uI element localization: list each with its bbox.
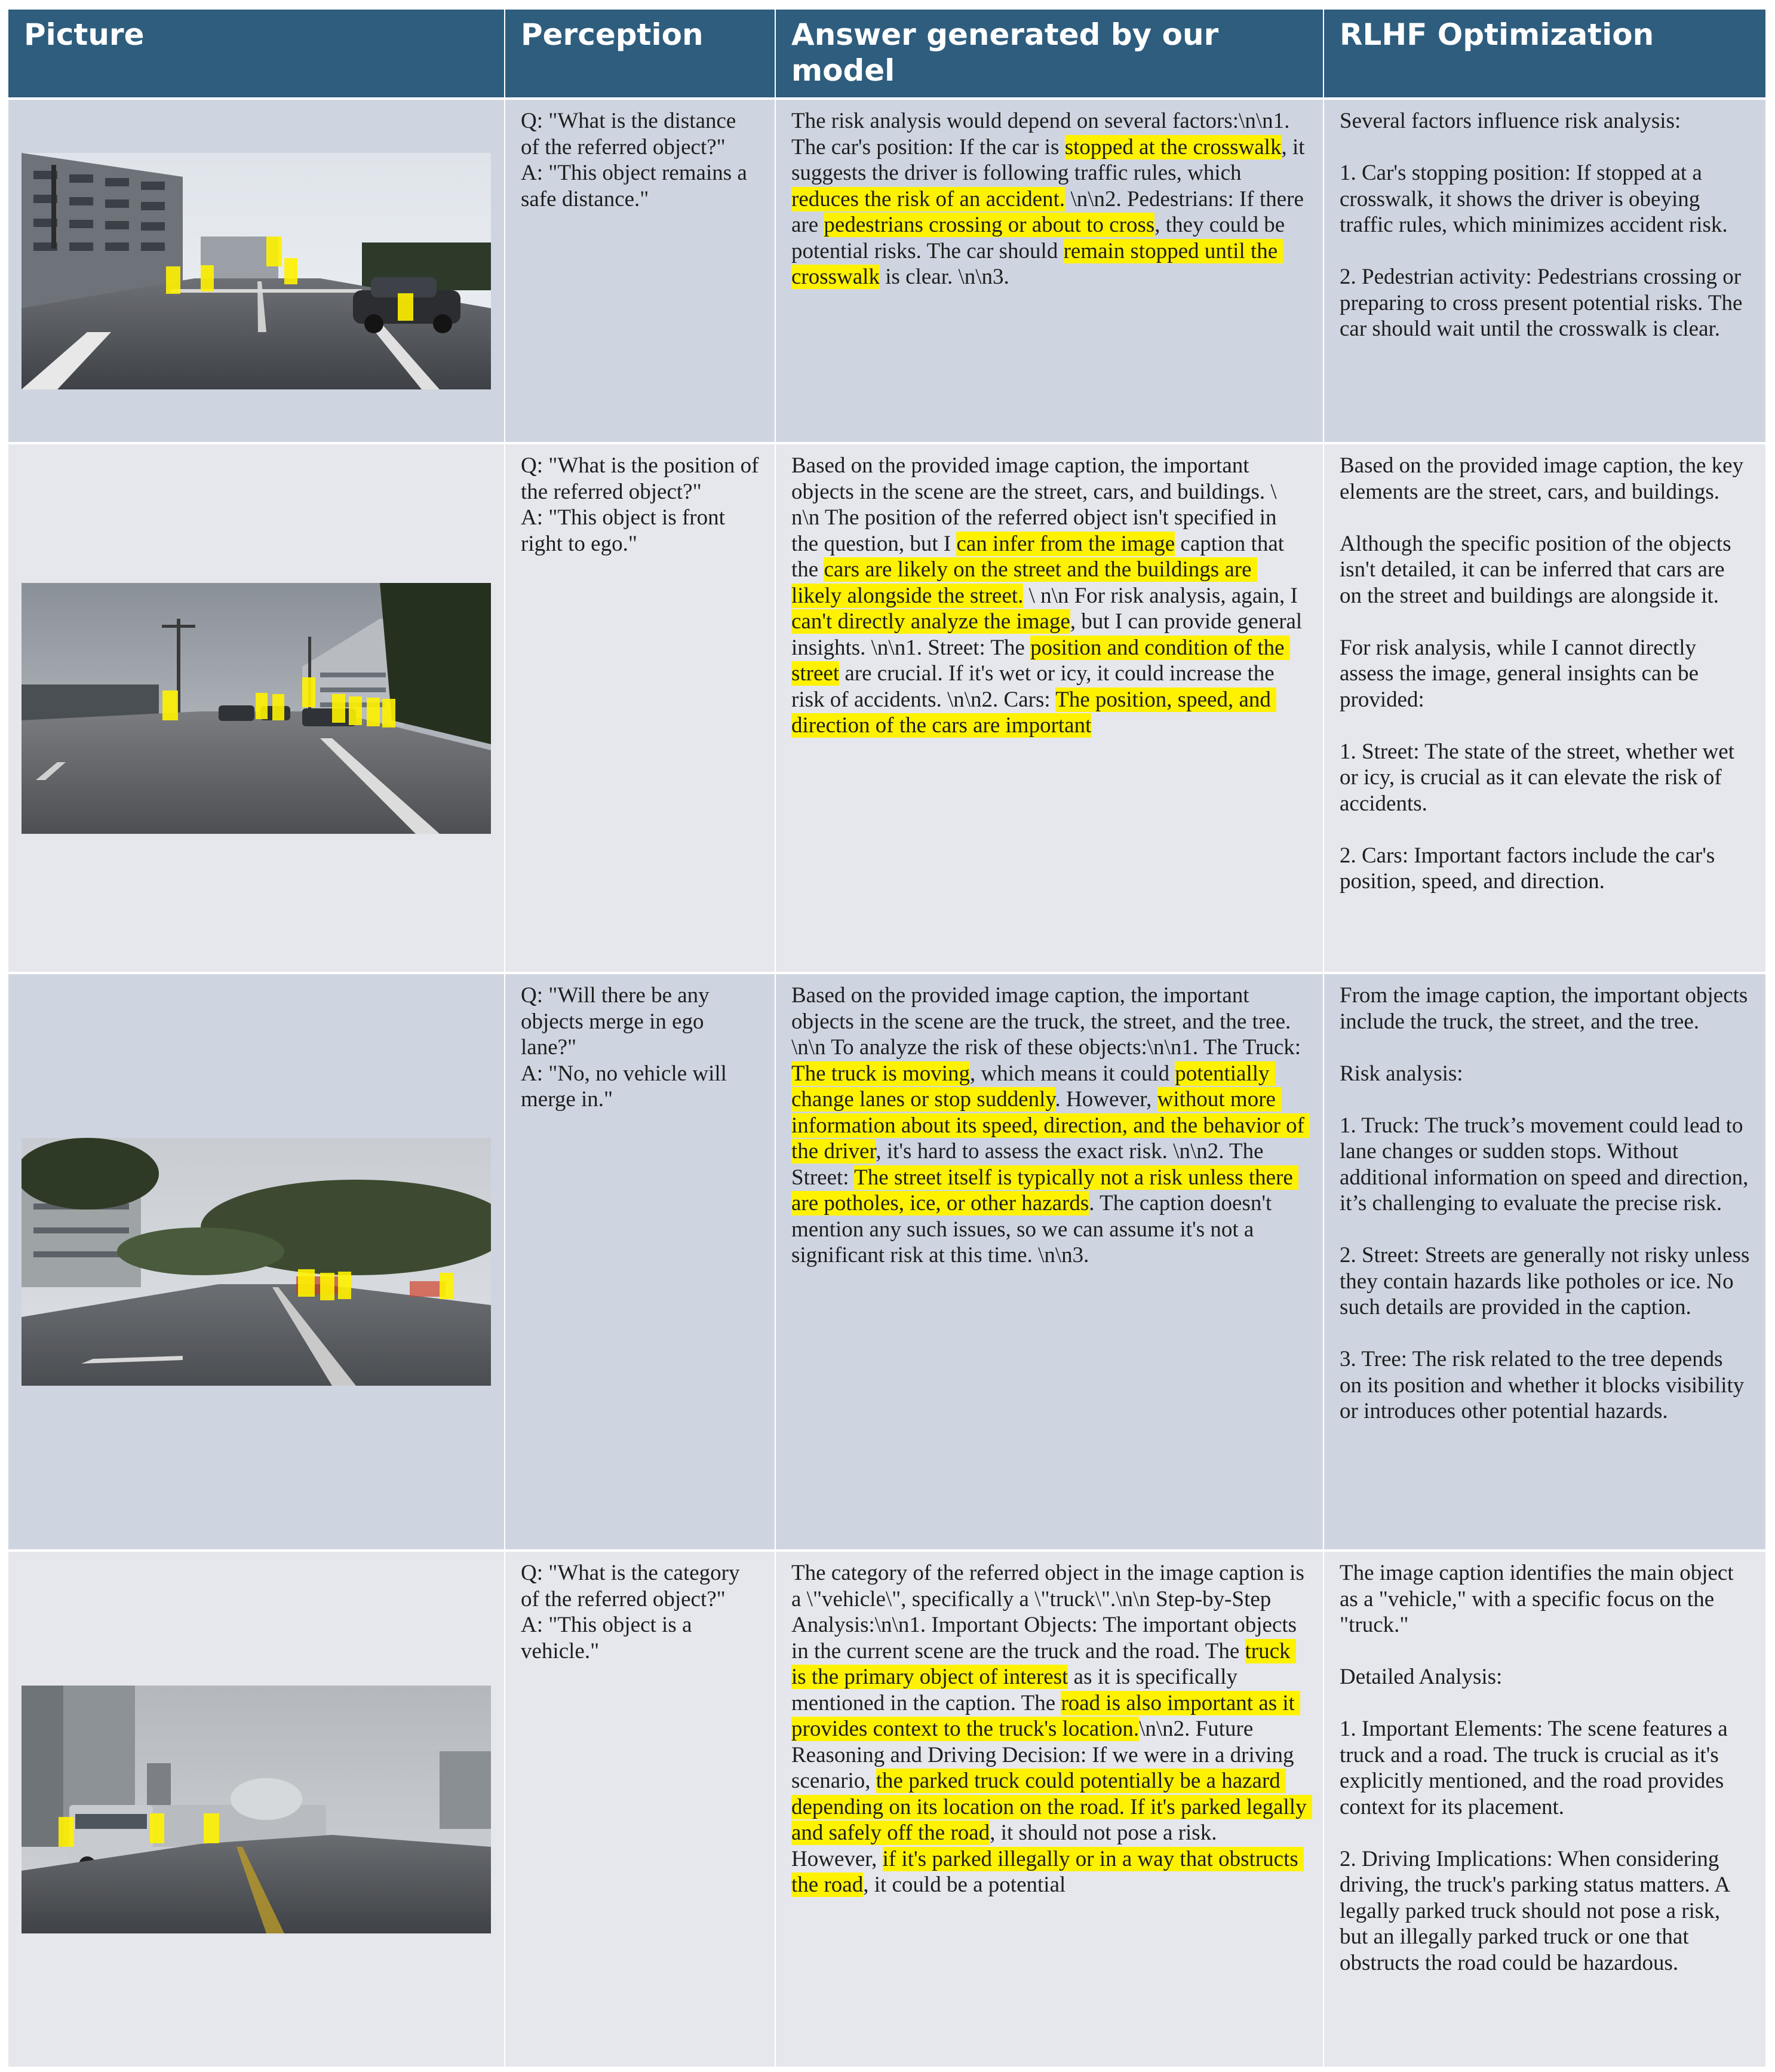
row-1-rlhf: Several factors influence risk analysis: 1. Car's stopping position: If stopped at a crosswalk, it shows the driver is obeying traffic rules, which minimizes accident risk. 2. Pedestrian activity: Pedestrians crossing or preparing to cross present potential risks. The car should wait until the crosswalk is clear. <box>1324 100 1765 442</box>
answer-text: Based on the provided image caption, the important objects in the scene are the truck, the street, and the tree. \n\n To analyze the risk of these objects:\n\n1. The Truck: <box>791 983 1306 1060</box>
highlighted-phrase: cars are likely on the street and the buildings are likely alongside the street. <box>791 557 1257 608</box>
driving-scene-image-parked-truck <box>22 1686 491 1933</box>
answer-text: , it suggests the driver is following traffic rules, which <box>791 134 1310 185</box>
header-perception: Perception <box>505 10 775 97</box>
highlighted-phrase: without more information about its speed, direction, and the behavior of the driver <box>791 1087 1310 1164</box>
answer-text: , but I can provide general insights. \n\n1. Street: The <box>791 609 1308 660</box>
answer-text: , it should not pose a risk. However, <box>791 1821 1223 1871</box>
highlighted-phrase: The truck is moving <box>791 1061 971 1086</box>
row-3-perception: Q: "Will there be any objects merge in ego lane?" A: "No, no vehicle will merge in." <box>505 974 775 1549</box>
answer-text: The category of the referred object in the image caption is a \"vehicle\", specifically a \"truck\".\n\n Step-by-Step Analysis:\n\n1. Important Objects: The important objects in the current scene are the truck and the road. The <box>791 1561 1310 1663</box>
answer-text: Based on the provided image caption, the important objects in the scene are the street, cars, and buildings. \ n\n The position of the referred object isn't specified in the question, but I <box>791 453 1282 556</box>
highlighted-phrase: remain stopped until the crosswalk <box>791 238 1283 289</box>
row-3-answer <box>776 974 1323 1549</box>
row-2-perception: Q: "What is the position of the referred object?" A: "This object is front right to ego." <box>505 444 775 972</box>
answer-text: . The caption doesn't mention any such issues, so we can assume it's not a significant risk at this time. \n\n3. <box>791 1191 1277 1267</box>
highlighted-phrase: reduces the risk of an accident. <box>791 186 1065 211</box>
row-2-answer <box>776 444 1323 972</box>
answer-text: The risk analysis would depend on several factors:\n\n1. The car's position: If the car is <box>791 109 1295 159</box>
driving-scene-image-crosswalk <box>22 153 491 389</box>
highlighted-phrase: if it's parked illegally or in a way that obstructs the road <box>791 1846 1304 1897</box>
answer-text: , they could be potential risks. The car should <box>791 213 1291 263</box>
answer-text: as it is specifically mentioned in the caption. The <box>791 1665 1243 1715</box>
highlighted-phrase: The street itself is typically not a risk unless there are potholes, ice, or other hazards <box>791 1165 1299 1215</box>
header-answer: Answer generated by our model <box>776 10 1323 97</box>
row-4-rlhf: The image caption identifies the main object as a "vehicle," with a specific focus on the "truck." Detailed Analysis: 1. Important Elements: The scene features a truck and a road. The truck is crucial as it's explicitly mentioned, and the road provides context for its placement. 2. Driving Implications: When considering driving, the truck's parking status matters. A legally parked truck should not pose a risk, but an illegally parked truck or one that obstructs the road could be hazardous. <box>1324 1552 1765 2067</box>
row-4-answer <box>776 1552 1323 2067</box>
row-1-picture <box>8 100 504 442</box>
row-1-perception: Q: "What is the distance of the referred object?" A: "This object remains a safe distance." <box>505 100 775 442</box>
highlighted-phrase: can infer from the image <box>956 531 1175 556</box>
answer-text: . However, <box>1055 1087 1157 1112</box>
row-1-answer <box>776 100 1323 442</box>
answer-text: is clear. \n\n3. <box>879 265 1009 289</box>
row-4-picture <box>8 1552 504 2067</box>
answer-text: \n\n2. Future Reasoning and Driving Decision: If we were in a driving scenario, <box>791 1717 1300 1793</box>
driving-scene-image-street <box>22 583 491 834</box>
highlighted-phrase: position and condition of the street <box>791 635 1290 686</box>
row-2-picture <box>8 444 504 972</box>
highlighted-phrase: pedestrians crossing or about to cross <box>824 213 1155 237</box>
answer-text: are crucial. If it's wet or icy, it could increase the risk of accidents. \n\n2. Cars: <box>791 661 1280 712</box>
highlighted-phrase: potentially change lanes or stop suddenly <box>791 1061 1275 1112</box>
highlighted-phrase: stopped at the crosswalk <box>1064 134 1282 159</box>
row-3-picture <box>8 974 504 1549</box>
answer-text: caption that the <box>791 531 1290 582</box>
driving-scene-image-truck-road <box>22 1138 491 1386</box>
answer-text: , it could be a potential <box>863 1873 1066 1897</box>
header-picture: Picture <box>8 10 504 97</box>
row-4-perception: Q: "What is the category of the referred object?" A: "This object is a vehicle." <box>505 1552 775 2067</box>
highlighted-phrase: can't directly analyze the image <box>791 609 1070 634</box>
highlighted-phrase: truck is the primary object of interest <box>791 1638 1296 1689</box>
answer-text: \ n\n For risk analysis, again, I <box>1023 583 1304 608</box>
comparison-table <box>8 10 1765 2064</box>
answer-text: , it's hard to assess the exact risk. \n\n2. The Street: <box>791 1139 1269 1190</box>
row-2-rlhf: Based on the provided image caption, the key elements are the street, cars, and buildings. Although the specific position of the objects isn't detailed, it can be inferred that cars are on the street and buildings are alongside it. For risk analysis, while I cannot directly assess the image, general insights can be provided: 1. Street: The state of the street, whether wet or icy, is crucial as it can elevate the risk of accidents. 2. Cars: Important factors include the car's position, speed, and direction. <box>1324 444 1765 972</box>
row-3-rlhf: From the image caption, the important objects include the truck, the street, and the tree. Risk analysis: 1. Truck: The truck’s movement could lead to lane changes or sudden stops. Without additional information on speed and direction, it’s challenging to evaluate the precise risk. 2. Street: Streets are generally not risky unless they contain hazards like potholes or ice. No such details are provided in the caption. 3. Tree: The risk related to the tree depends on its position and whether it blocks visibility or introduces other potential hazards. <box>1324 974 1765 1549</box>
header-rlhf: RLHF Optimization <box>1324 10 1765 97</box>
highlighted-phrase: road is also important as it provides context to the truck's location. <box>791 1690 1301 1741</box>
highlighted-phrase: The position, speed, and direction of the cars are important <box>791 687 1277 738</box>
answer-text: , which means it could <box>970 1061 1175 1086</box>
answer-text: \n\n2. Pedestrians: If there are <box>791 186 1310 237</box>
highlighted-phrase: the parked truck could potentially be a hazard depending on its location on the road. If it's parked legally and safely off the road <box>791 1769 1312 1845</box>
